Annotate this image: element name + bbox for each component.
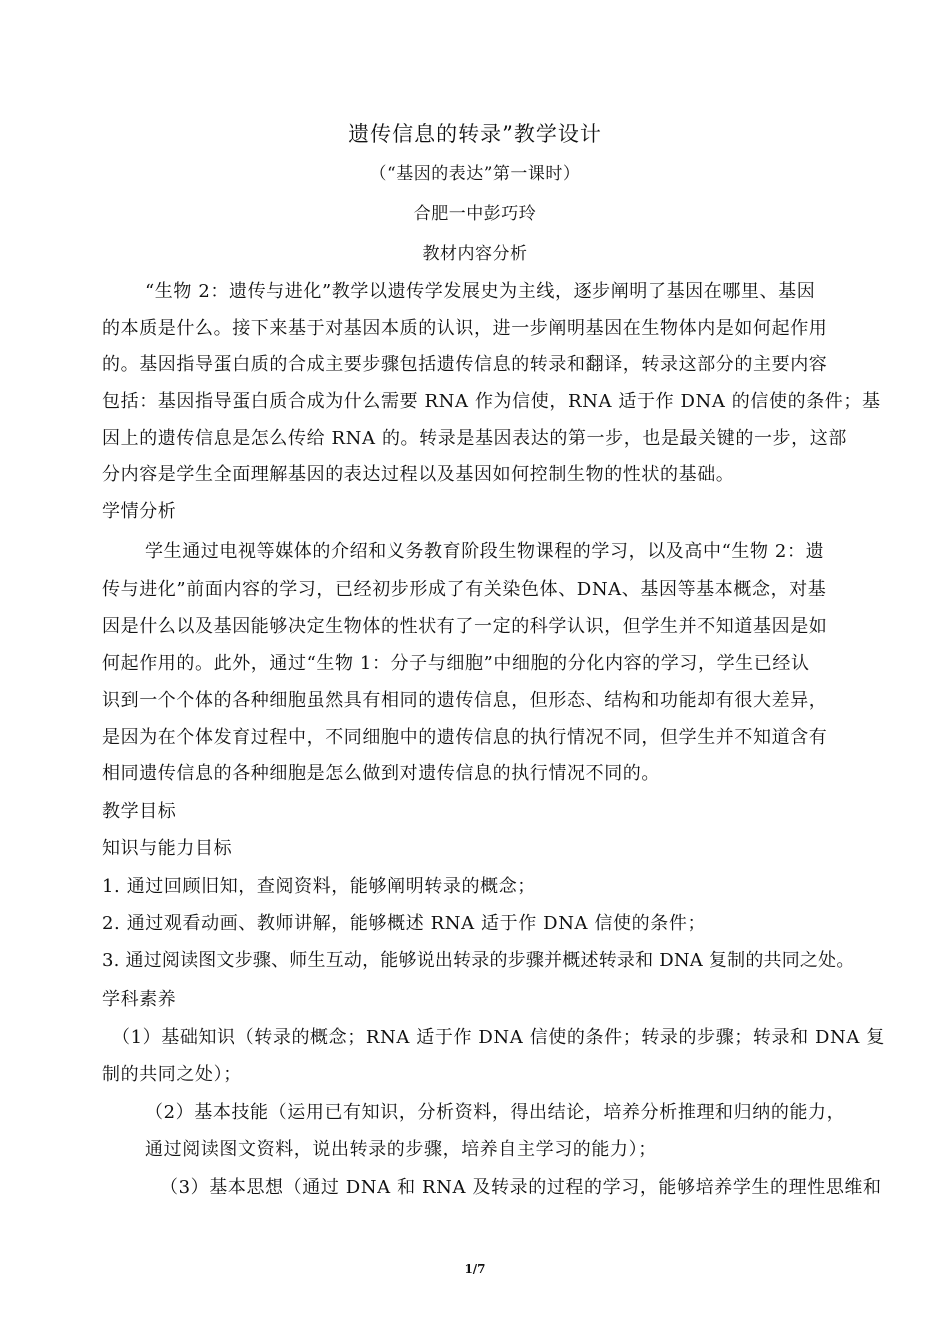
page-number: 1/7 [464, 1262, 486, 1276]
paragraph-line: 的本质是什么。接下来基于对基因本质的认识，进一步阐明基因在生物体内是如何起作用 [102, 318, 828, 339]
section-heading-literacy: 学科素养 [102, 989, 177, 1010]
paragraph-line: 传与进化”前面内容的学习，已经初步形成了有关染色体、DNA、基因等基本概念，对基 [102, 579, 827, 600]
document-subtitle: （“基因的表达”第一课时） [369, 164, 581, 184]
document-title: 遗传信息的转录”教学设计 [348, 122, 602, 146]
literacy-line: 通过阅读图文资料，说出转录的步骤，培养自主学习的能力）； [145, 1139, 657, 1160]
literacy-line: （3）基本思想（通过 DNA 和 RNA 及转录的过程的学习，能够培养学生的理性思维和 [160, 1177, 882, 1198]
literacy-line: （2）基本技能（运用已有知识，分析资料，得出结论，培养分析推理和归纳的能力， [145, 1102, 846, 1123]
paragraph-line: 是因为在个体发育过程中，不同细胞中的遗传信息的执行情况不同，但学生并不知道含有 [102, 727, 828, 748]
paragraph-line: 何起作用的。此外，通过“生物 1：分子与细胞”中细胞的分化内容的学习，学生已经认 [102, 653, 810, 674]
paragraph-line: 包括：基因指导蛋白质合成为什么需要 RNA 作为信使，RNA 适于作 DNA 的信使的条件；基 [102, 391, 881, 412]
document-author: 合肥一中彭巧玲 [413, 204, 537, 224]
paragraph-line: 相同遗传信息的各种细胞是怎么做到对遗传信息的执行情况不同的。 [102, 763, 660, 784]
goal-item: 3. 通过阅读图文步骤、师生互动，能够说出转录的步骤并概述转录和 DNA 复制的共同之处。 [102, 950, 855, 971]
literacy-line: （1）基础知识（转录的概念；RNA 适于作 DNA 信使的条件；转录的步骤；转录和 DNA 复 [112, 1027, 885, 1048]
goal-item: 2. 通过观看动画、教师讲解，能够概述 RNA 适于作 DNA 信使的条件； [102, 913, 707, 934]
literacy-line: 制的共同之处）； [102, 1064, 242, 1085]
subsection-heading-knowledge: 知识与能力目标 [102, 838, 233, 859]
paragraph-line: 因是什么以及基因能够决定生物体的性状有了一定的科学认识，但学生并不知道基因是如 [102, 616, 828, 637]
section-heading-students: 学情分析 [102, 501, 177, 522]
goal-item: 1. 通过回顾旧知，查阅资料，能够阐明转录的概念； [102, 876, 536, 897]
paragraph-line: 识到一个个体的各种细胞虽然具有相同的遗传信息，但形态、结构和功能却有很大差异， [102, 690, 828, 711]
section-heading-material: 教材内容分析 [422, 244, 528, 264]
paragraph-line: 的。基因指导蛋白质的合成主要步骤包括遗传信息的转录和翻译，转录这部分的主要内容 [102, 354, 828, 375]
paragraph-line: 分内容是学生全面理解基因的表达过程以及基因如何控制生物的性状的基础。 [102, 464, 735, 485]
paragraph-line: “生物 2：遗传与进化”教学以遗传学发展史为主线，逐步阐明了基因在哪里、基因 [145, 281, 816, 302]
paragraph-line: 因上的遗传信息是怎么传给 RNA 的。转录是基因表达的第一步，也是最关键的一步，这部 [102, 428, 847, 449]
paragraph-line: 学生通过电视等媒体的介绍和义务教育阶段生物课程的学习，以及高中“生物 2：遗 [145, 541, 825, 562]
section-heading-goals: 教学目标 [102, 801, 177, 822]
